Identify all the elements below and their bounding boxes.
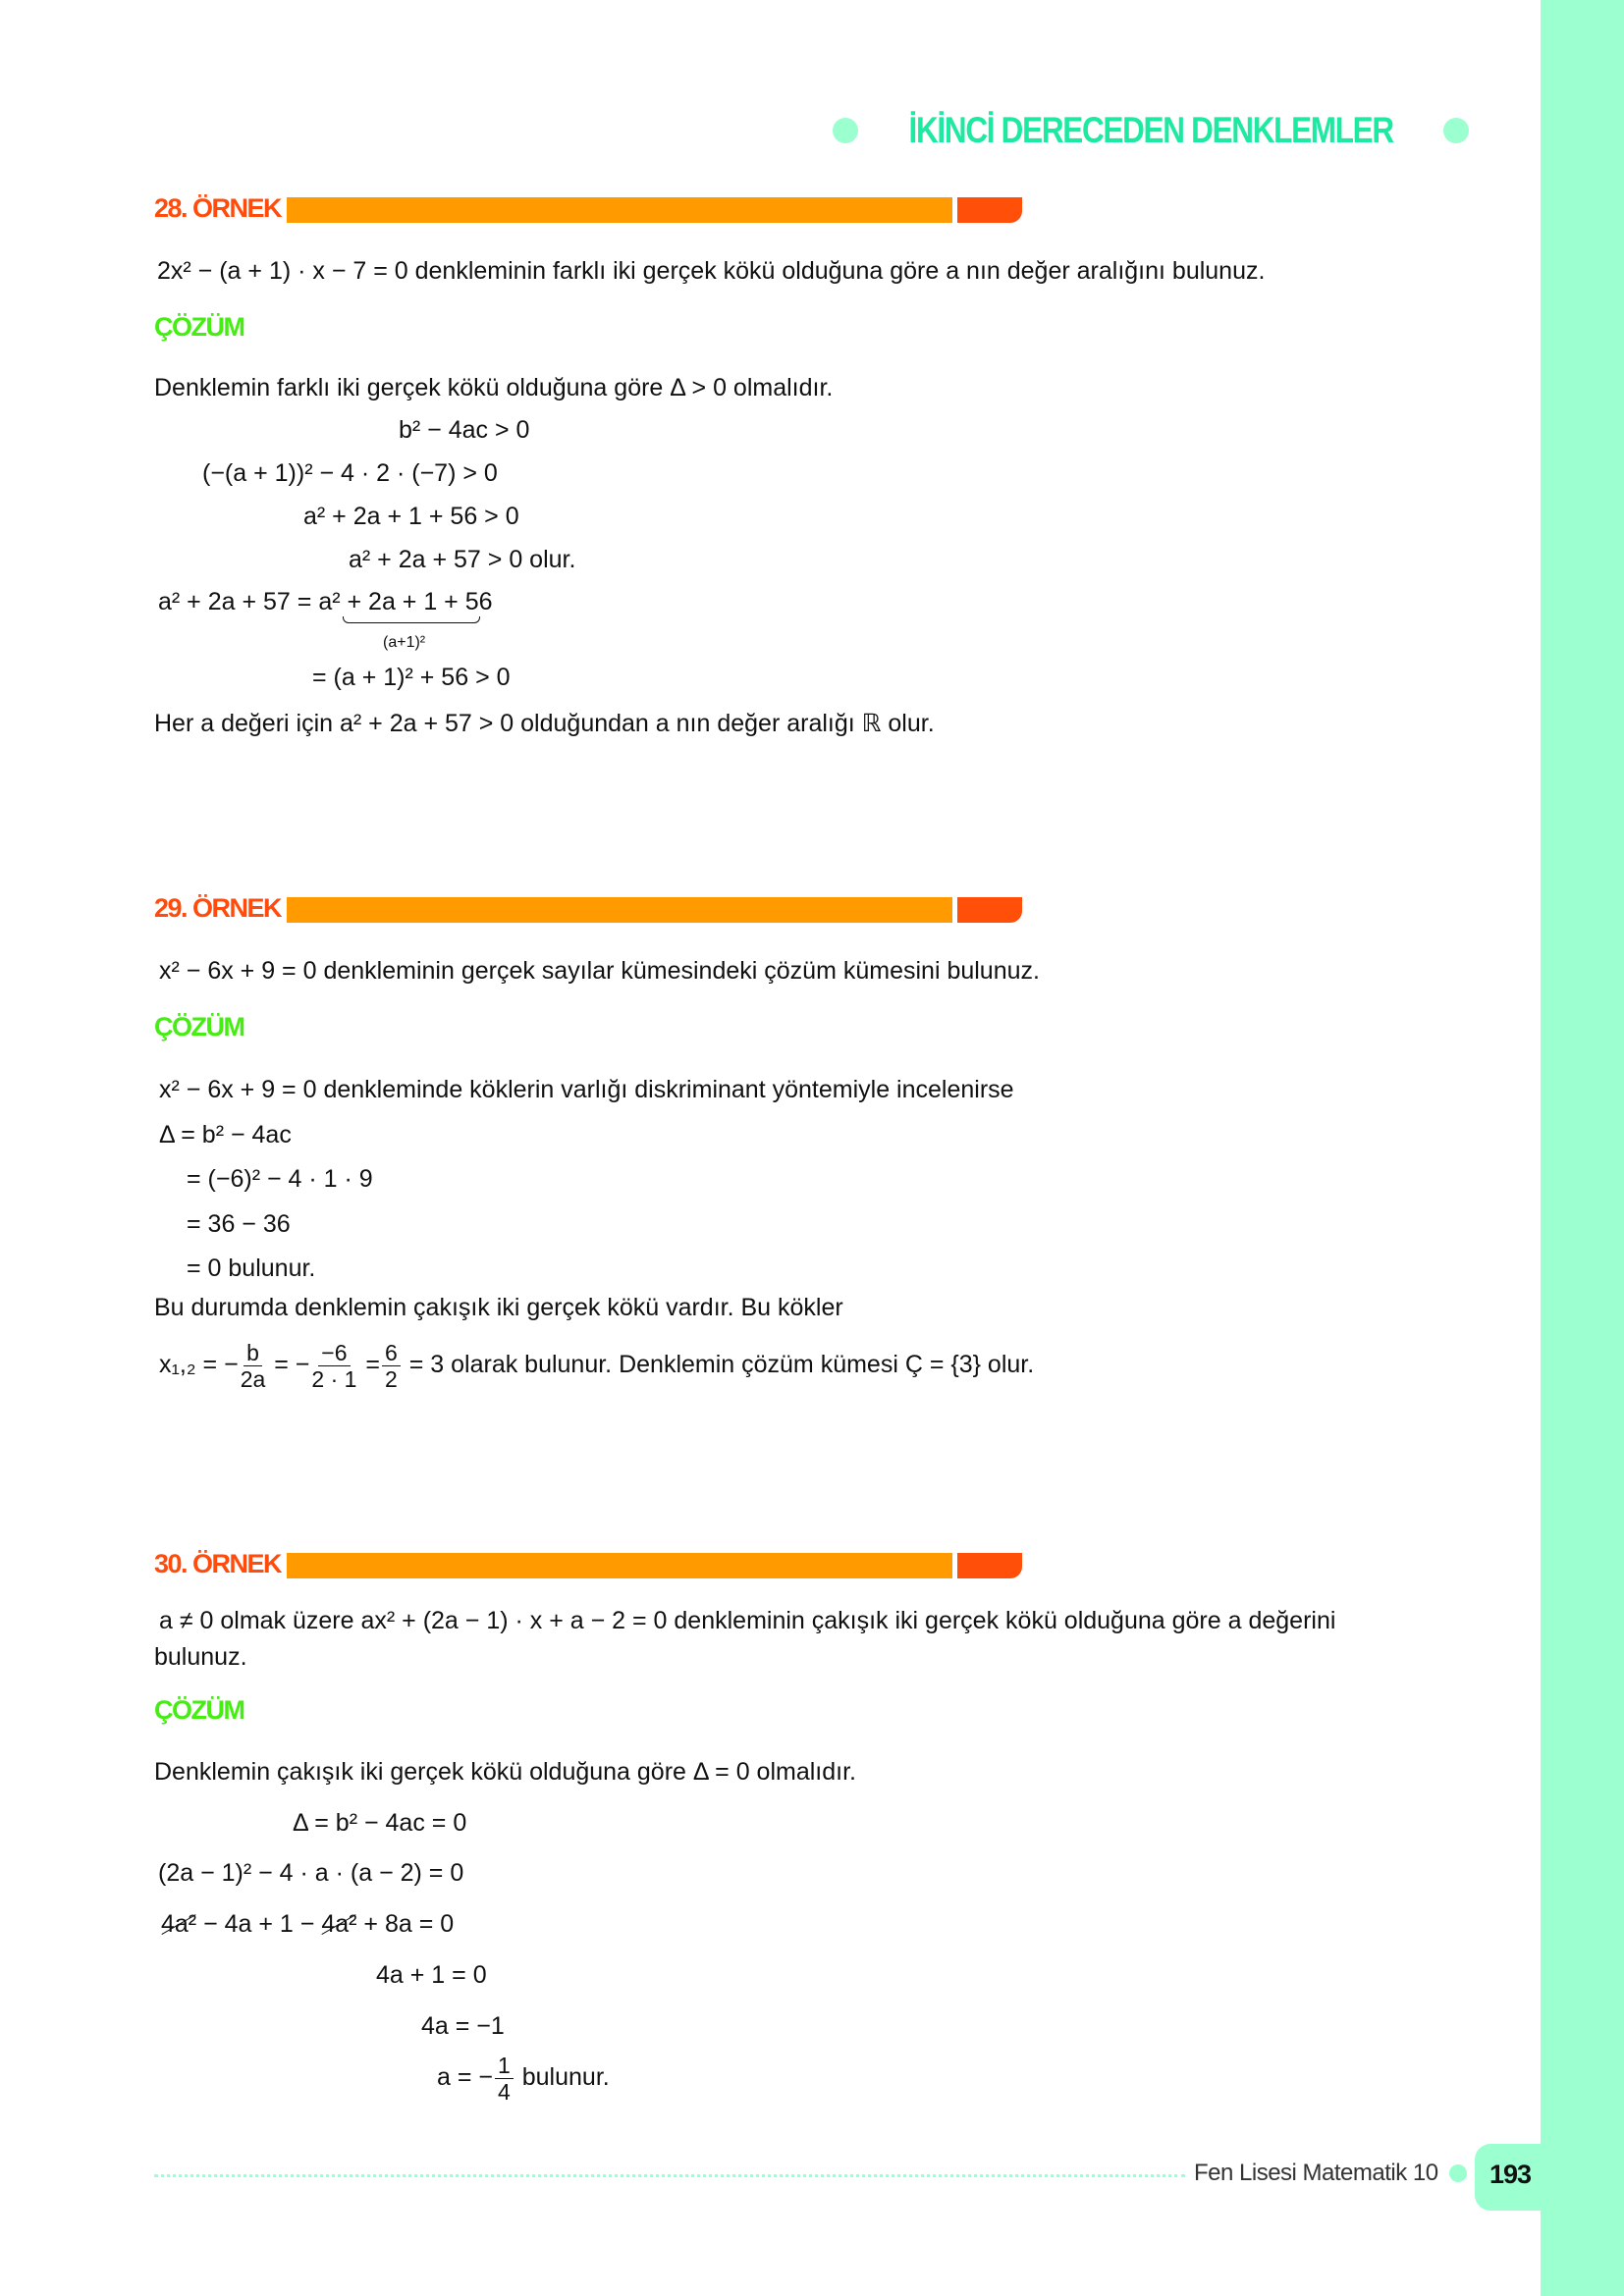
formula-text: a = − — [437, 2063, 493, 2091]
solution-line: x² − 6x + 9 = 0 denkleminde köklerin varlığı diskriminant yöntemiyle incelenirse — [159, 1076, 1014, 1103]
solution-line: Δ = b² − 4ac = 0 — [293, 1809, 467, 1837]
final-answer — [437, 2050, 610, 2105]
header-bar-accent — [957, 197, 1022, 223]
underbrace-label: (a+1)² — [383, 634, 426, 651]
denominator: 4 — [498, 2078, 511, 2105]
chapter-title: İKİNCİ DERECEDEN DENKLEMLER — [908, 110, 1393, 150]
formula-text: − 4a + 1 − — [196, 1910, 322, 1938]
solution-line: b² − 4ac > 0 — [399, 416, 530, 444]
bullet-dot-icon — [1443, 118, 1469, 143]
cancelled-term: 4a² — [321, 1910, 357, 1938]
header-bar — [287, 897, 952, 923]
question-text: x² − 6x + 9 = 0 denkleminin gerçek sayılar kümesindeki çözüm kümesini bulunuz. — [159, 957, 1040, 985]
numerator: 1 — [495, 2053, 514, 2079]
question-text: a ≠ 0 olmak üzere ax² + (2a − 1) · x + a − 2 = 0 denkleminin çakışık iki gerçek kökü olduğuna göre a değerini — [159, 1607, 1336, 1634]
solution-label: ÇÖZÜM — [154, 1012, 244, 1041]
formula-text: bulunur. — [521, 2063, 610, 2091]
solution-line: Denklemin çakışık iki gerçek kökü olduğuna göre Δ = 0 olmalıdır. — [154, 1758, 856, 1786]
solution-line: Denklemin farklı iki gerçek kökü olduğuna göre Δ > 0 olmalıdır. — [154, 374, 834, 401]
question-text: 2x² − (a + 1) · x − 7 = 0 denkleminin farklı iki gerçek kökü olduğuna göre a nın değer aralığını bulunuz. — [157, 257, 1266, 285]
example-label: 30. ÖRNEK — [154, 1549, 282, 1578]
example-label: 28. ÖRNEK — [154, 193, 282, 223]
header-bar-accent — [957, 897, 1022, 923]
header-bar — [287, 197, 952, 223]
solution-line: a² + 2a + 57 = a² + 2a + 1 + 56 — [158, 588, 493, 615]
question-text: bulunuz. — [154, 1643, 247, 1671]
formula-text: = — [365, 1351, 380, 1378]
solution-line: (−(a + 1))² − 4 · 2 · (−7) > 0 — [202, 459, 498, 487]
solution-line: 4a + 1 = 0 — [376, 1961, 487, 1989]
header-bar-accent — [957, 1553, 1022, 1578]
denominator: 2a — [240, 1365, 266, 1392]
solution-line: a² + 2a + 1 + 56 > 0 — [303, 503, 519, 530]
numerator: 6 — [382, 1340, 401, 1366]
solution-line: Her a değeri için a² + 2a + 57 > 0 olduğundan a nın değer aralığı ℝ olur. — [154, 710, 935, 737]
formula-text: = − — [274, 1351, 310, 1378]
chapter-header — [833, 110, 1469, 151]
solution-label: ÇÖZÜM — [154, 1695, 244, 1725]
solution-line: Δ = b² − 4ac — [159, 1121, 292, 1148]
numerator: −6 — [318, 1340, 350, 1366]
solution-line: = 0 bulunur. — [187, 1255, 316, 1282]
numerator: b — [244, 1340, 262, 1366]
header-bar — [287, 1553, 952, 1578]
solution-line: = (a + 1)² + 56 > 0 — [312, 664, 511, 691]
solution-line: 4a = −1 — [421, 2012, 505, 2040]
bullet-dot-icon — [833, 118, 858, 143]
roots-formula — [159, 1337, 1034, 1392]
formula-text: = 3 olarak bulunur. Denklemin çözüm kümesi Ç = {3} olur. — [408, 1351, 1035, 1378]
solution-line: a² + 2a + 57 > 0 olur. — [349, 546, 576, 573]
solution-line: = 36 − 36 — [187, 1210, 291, 1238]
footer-dotted-line — [154, 2174, 1185, 2177]
example-label: 29. ÖRNEK — [154, 893, 282, 923]
fraction — [311, 1340, 356, 1392]
solution-line-cancel — [161, 1909, 454, 1939]
solution-label: ÇÖZÜM — [154, 312, 244, 342]
formula-text: x₁,₂ = − — [159, 1351, 239, 1378]
solution-line: (2a − 1)² − 4 · a · (a − 2) = 0 — [158, 1859, 464, 1887]
underbrace — [343, 616, 480, 623]
side-color-band — [1541, 0, 1624, 2296]
cancelled-term: 4a² — [161, 1910, 197, 1938]
denominator: 2 — [384, 1365, 398, 1392]
bullet-dot-icon — [1449, 2164, 1467, 2182]
fraction — [495, 2053, 514, 2105]
solution-line: = (−6)² − 4 · 1 · 9 — [187, 1165, 373, 1193]
page-number: 193 — [1489, 2160, 1532, 2189]
formula-text: + 8a = 0 — [356, 1910, 455, 1938]
book-title: Fen Lisesi Matematik 10 — [1194, 2160, 1438, 2186]
solution-line: Bu durumda denklemin çakışık iki gerçek kökü vardır. Bu kökler — [154, 1294, 843, 1321]
fraction — [382, 1340, 401, 1392]
fraction — [241, 1340, 266, 1392]
denominator: 2 · 1 — [311, 1365, 357, 1392]
